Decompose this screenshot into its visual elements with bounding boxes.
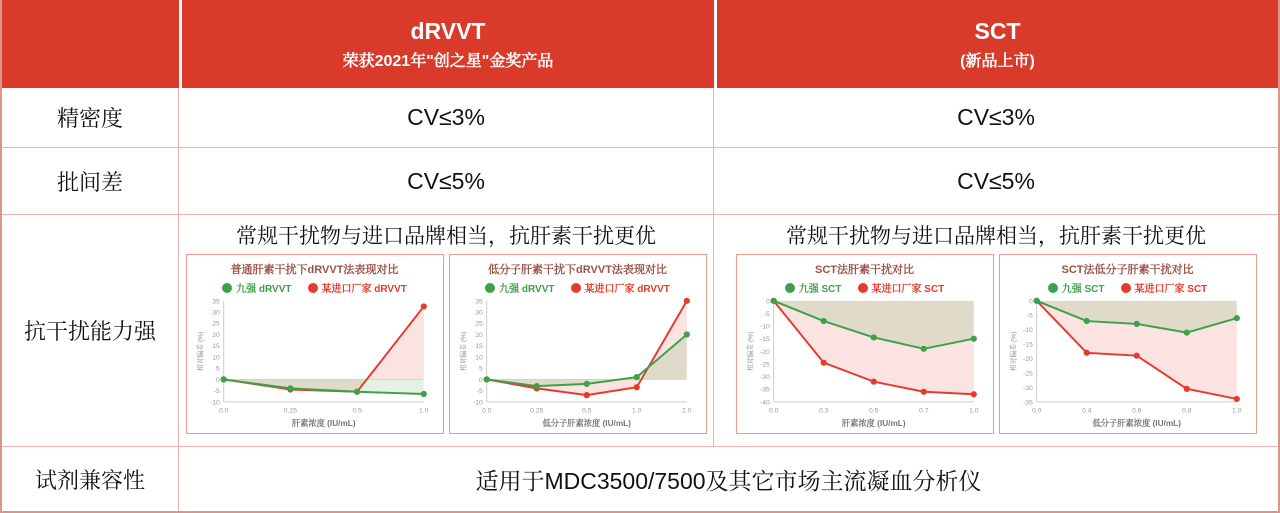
svg-text:0.0: 0.0 <box>1031 407 1041 415</box>
chart-card-heparin-sct <box>736 254 994 434</box>
legend-label: 九强 dRVVT <box>236 284 292 295</box>
chart-title: SCT法低分子肝素干扰对比 <box>1061 264 1194 276</box>
svg-text:-35: -35 <box>1022 399 1033 407</box>
svg-text:-30: -30 <box>1022 384 1033 392</box>
svg-text:-10: -10 <box>209 399 220 407</box>
legend-label: 某进口厂家 SCT <box>1134 284 1208 295</box>
svg-text:-15: -15 <box>1022 341 1033 349</box>
svg-text:-5: -5 <box>213 388 220 396</box>
svg-text:0.0: 0.0 <box>481 407 491 415</box>
svg-text:15: 15 <box>211 343 220 351</box>
row-label-compatibility: 试剂兼容性 <box>2 447 179 511</box>
svg-text:1.0: 1.0 <box>1231 407 1242 415</box>
line-chart <box>741 295 989 431</box>
svg-text:-10: -10 <box>759 323 770 331</box>
svg-text:25: 25 <box>211 320 220 328</box>
svg-text:低分子肝素浓度 (IU/mL): 低分子肝素浓度 (IU/mL) <box>1092 419 1181 429</box>
header-drvvt <box>179 0 714 88</box>
chart-card-lmwh-drvvt <box>449 254 707 434</box>
interference-sct-note: 常规干扰物与进口品牌相当，抗肝素干扰更优 <box>786 225 1206 248</box>
chart-legend <box>222 280 407 295</box>
svg-text:0: 0 <box>1028 298 1033 306</box>
interference-drvvt-cell <box>179 215 714 447</box>
interference-drvvt-note: 常规干扰物与进口品牌相当，抗肝素干扰更优 <box>236 225 656 248</box>
svg-text:1.0: 1.0 <box>418 407 429 415</box>
legend-item <box>858 280 945 295</box>
svg-text:0.8: 0.8 <box>1181 407 1191 415</box>
chart-title: 普通肝素干扰下dRVVT法表现对比 <box>230 264 399 276</box>
row-label-batch: 批间差 <box>2 148 179 215</box>
svg-text:-5: -5 <box>763 310 770 318</box>
svg-text:-20: -20 <box>1022 355 1033 363</box>
legend-label: 九强 SCT <box>798 284 842 295</box>
legend-dot-icon <box>1121 283 1131 293</box>
svg-text:20: 20 <box>474 331 483 339</box>
chart-card-heparin-drvvt <box>186 254 444 434</box>
sct-column-title: SCT <box>974 18 1021 45</box>
svg-text:相对偏差 (%): 相对偏差 (%) <box>746 331 754 372</box>
svg-text:-5: -5 <box>1026 312 1033 320</box>
svg-text:2.0: 2.0 <box>681 407 692 415</box>
svg-text:0: 0 <box>478 376 483 384</box>
svg-text:-20: -20 <box>759 348 770 356</box>
svg-text:35: 35 <box>211 298 220 306</box>
svg-text:0.5: 0.5 <box>351 407 362 415</box>
svg-text:相对偏差 (%): 相对偏差 (%) <box>459 331 467 372</box>
svg-text:10: 10 <box>474 354 483 362</box>
legend-item <box>571 280 670 295</box>
legend-dot-icon <box>222 283 232 293</box>
svg-text:35: 35 <box>474 298 483 306</box>
svg-text:低分子肝素浓度 (IU/mL): 低分子肝素浓度 (IU/mL) <box>542 419 631 429</box>
svg-text:-25: -25 <box>759 361 770 369</box>
svg-text:30: 30 <box>474 309 483 317</box>
svg-text:-25: -25 <box>1022 370 1033 378</box>
chart-title: 低分子肝素干扰下dRVVT法表现对比 <box>488 264 667 276</box>
precision-sct-value: CV≤3% <box>714 88 1278 148</box>
legend-dot-icon <box>1048 283 1058 293</box>
legend-label: 某进口厂家 dRVVT <box>321 284 407 295</box>
svg-text:30: 30 <box>211 309 220 317</box>
svg-text:1.0: 1.0 <box>631 407 641 415</box>
svg-text:0.5: 0.5 <box>868 407 878 415</box>
chart-legend <box>485 280 670 295</box>
legend-item <box>785 280 842 295</box>
row-label-interference: 抗干扰能力强 <box>2 215 179 447</box>
svg-text:-10: -10 <box>1022 327 1033 335</box>
svg-text:0.25: 0.25 <box>283 407 297 415</box>
line-chart <box>454 295 702 431</box>
svg-text:0.6: 0.6 <box>1131 407 1141 415</box>
compatibility-value: 适用于MDC3500/7500及其它市场主流凝血分析仪 <box>475 467 982 494</box>
chart-card-lmwh-sct <box>999 254 1257 434</box>
sct-charts <box>736 254 1257 434</box>
legend-label: 某进口厂家 SCT <box>871 284 945 295</box>
svg-text:肝素浓度 (IU/mL): 肝素浓度 (IU/mL) <box>841 419 906 429</box>
legend-label: 九强 SCT <box>1061 284 1105 295</box>
svg-text:肝素浓度 (IU/mL): 肝素浓度 (IU/mL) <box>291 419 356 429</box>
svg-text:25: 25 <box>474 320 483 328</box>
svg-text:-10: -10 <box>472 399 483 407</box>
svg-text:5: 5 <box>478 365 483 373</box>
drvvt-column-title: dRVVT <box>410 18 486 45</box>
legend-dot-icon <box>858 283 868 293</box>
svg-text:-5: -5 <box>476 388 483 396</box>
svg-text:10: 10 <box>211 354 220 362</box>
legend-dot-icon <box>785 283 795 293</box>
svg-text:-15: -15 <box>759 336 770 344</box>
sct-column-subtitle: (新品上市) <box>960 52 1035 70</box>
legend-item <box>1121 280 1208 295</box>
legend-item <box>485 280 554 295</box>
header-sct <box>714 0 1278 88</box>
legend-dot-icon <box>308 283 318 293</box>
svg-text:相对偏差 (%): 相对偏差 (%) <box>1009 331 1017 372</box>
row-label-precision: 精密度 <box>2 88 179 148</box>
legend-dot-icon <box>485 283 495 293</box>
drvvt-charts <box>186 254 707 434</box>
legend-label: 九强 dRVVT <box>499 284 555 295</box>
svg-text:1.0: 1.0 <box>968 407 979 415</box>
svg-text:5: 5 <box>215 365 220 373</box>
svg-text:0.3: 0.3 <box>818 407 828 415</box>
legend-dot-icon <box>571 283 581 293</box>
batch-sct-value: CV≤5% <box>714 148 1278 215</box>
chart-legend <box>1048 280 1208 295</box>
legend-item <box>1048 280 1105 295</box>
line-chart <box>1004 295 1252 431</box>
svg-text:0.0: 0.0 <box>218 407 228 415</box>
svg-text:-30: -30 <box>759 374 770 382</box>
drvvt-column-subtitle: 荣获2021年"创之星"金奖产品 <box>342 52 554 70</box>
header-corner <box>2 0 179 88</box>
legend-item <box>308 280 407 295</box>
chart-title: SCT法肝素干扰对比 <box>815 264 914 276</box>
legend-label: 某进口厂家 dRVVT <box>584 284 670 295</box>
svg-text:0: 0 <box>765 298 770 306</box>
svg-text:0.4: 0.4 <box>1081 407 1091 415</box>
svg-text:0: 0 <box>215 376 220 384</box>
svg-text:0.5: 0.5 <box>581 407 591 415</box>
legend-item <box>222 280 291 295</box>
svg-text:0.7: 0.7 <box>918 407 928 415</box>
precision-drvvt-value: CV≤3% <box>179 88 714 148</box>
svg-text:0.25: 0.25 <box>529 407 543 415</box>
svg-text:相对偏差 (%): 相对偏差 (%) <box>196 331 204 372</box>
svg-text:-40: -40 <box>759 399 770 407</box>
svg-text:15: 15 <box>474 343 483 351</box>
svg-text:20: 20 <box>211 331 220 339</box>
svg-text:0.0: 0.0 <box>768 407 778 415</box>
line-chart <box>191 295 439 431</box>
chart-legend <box>785 280 945 295</box>
interference-sct-cell <box>714 215 1278 447</box>
batch-drvvt-value: CV≤5% <box>179 148 714 215</box>
svg-text:-35: -35 <box>759 386 770 394</box>
